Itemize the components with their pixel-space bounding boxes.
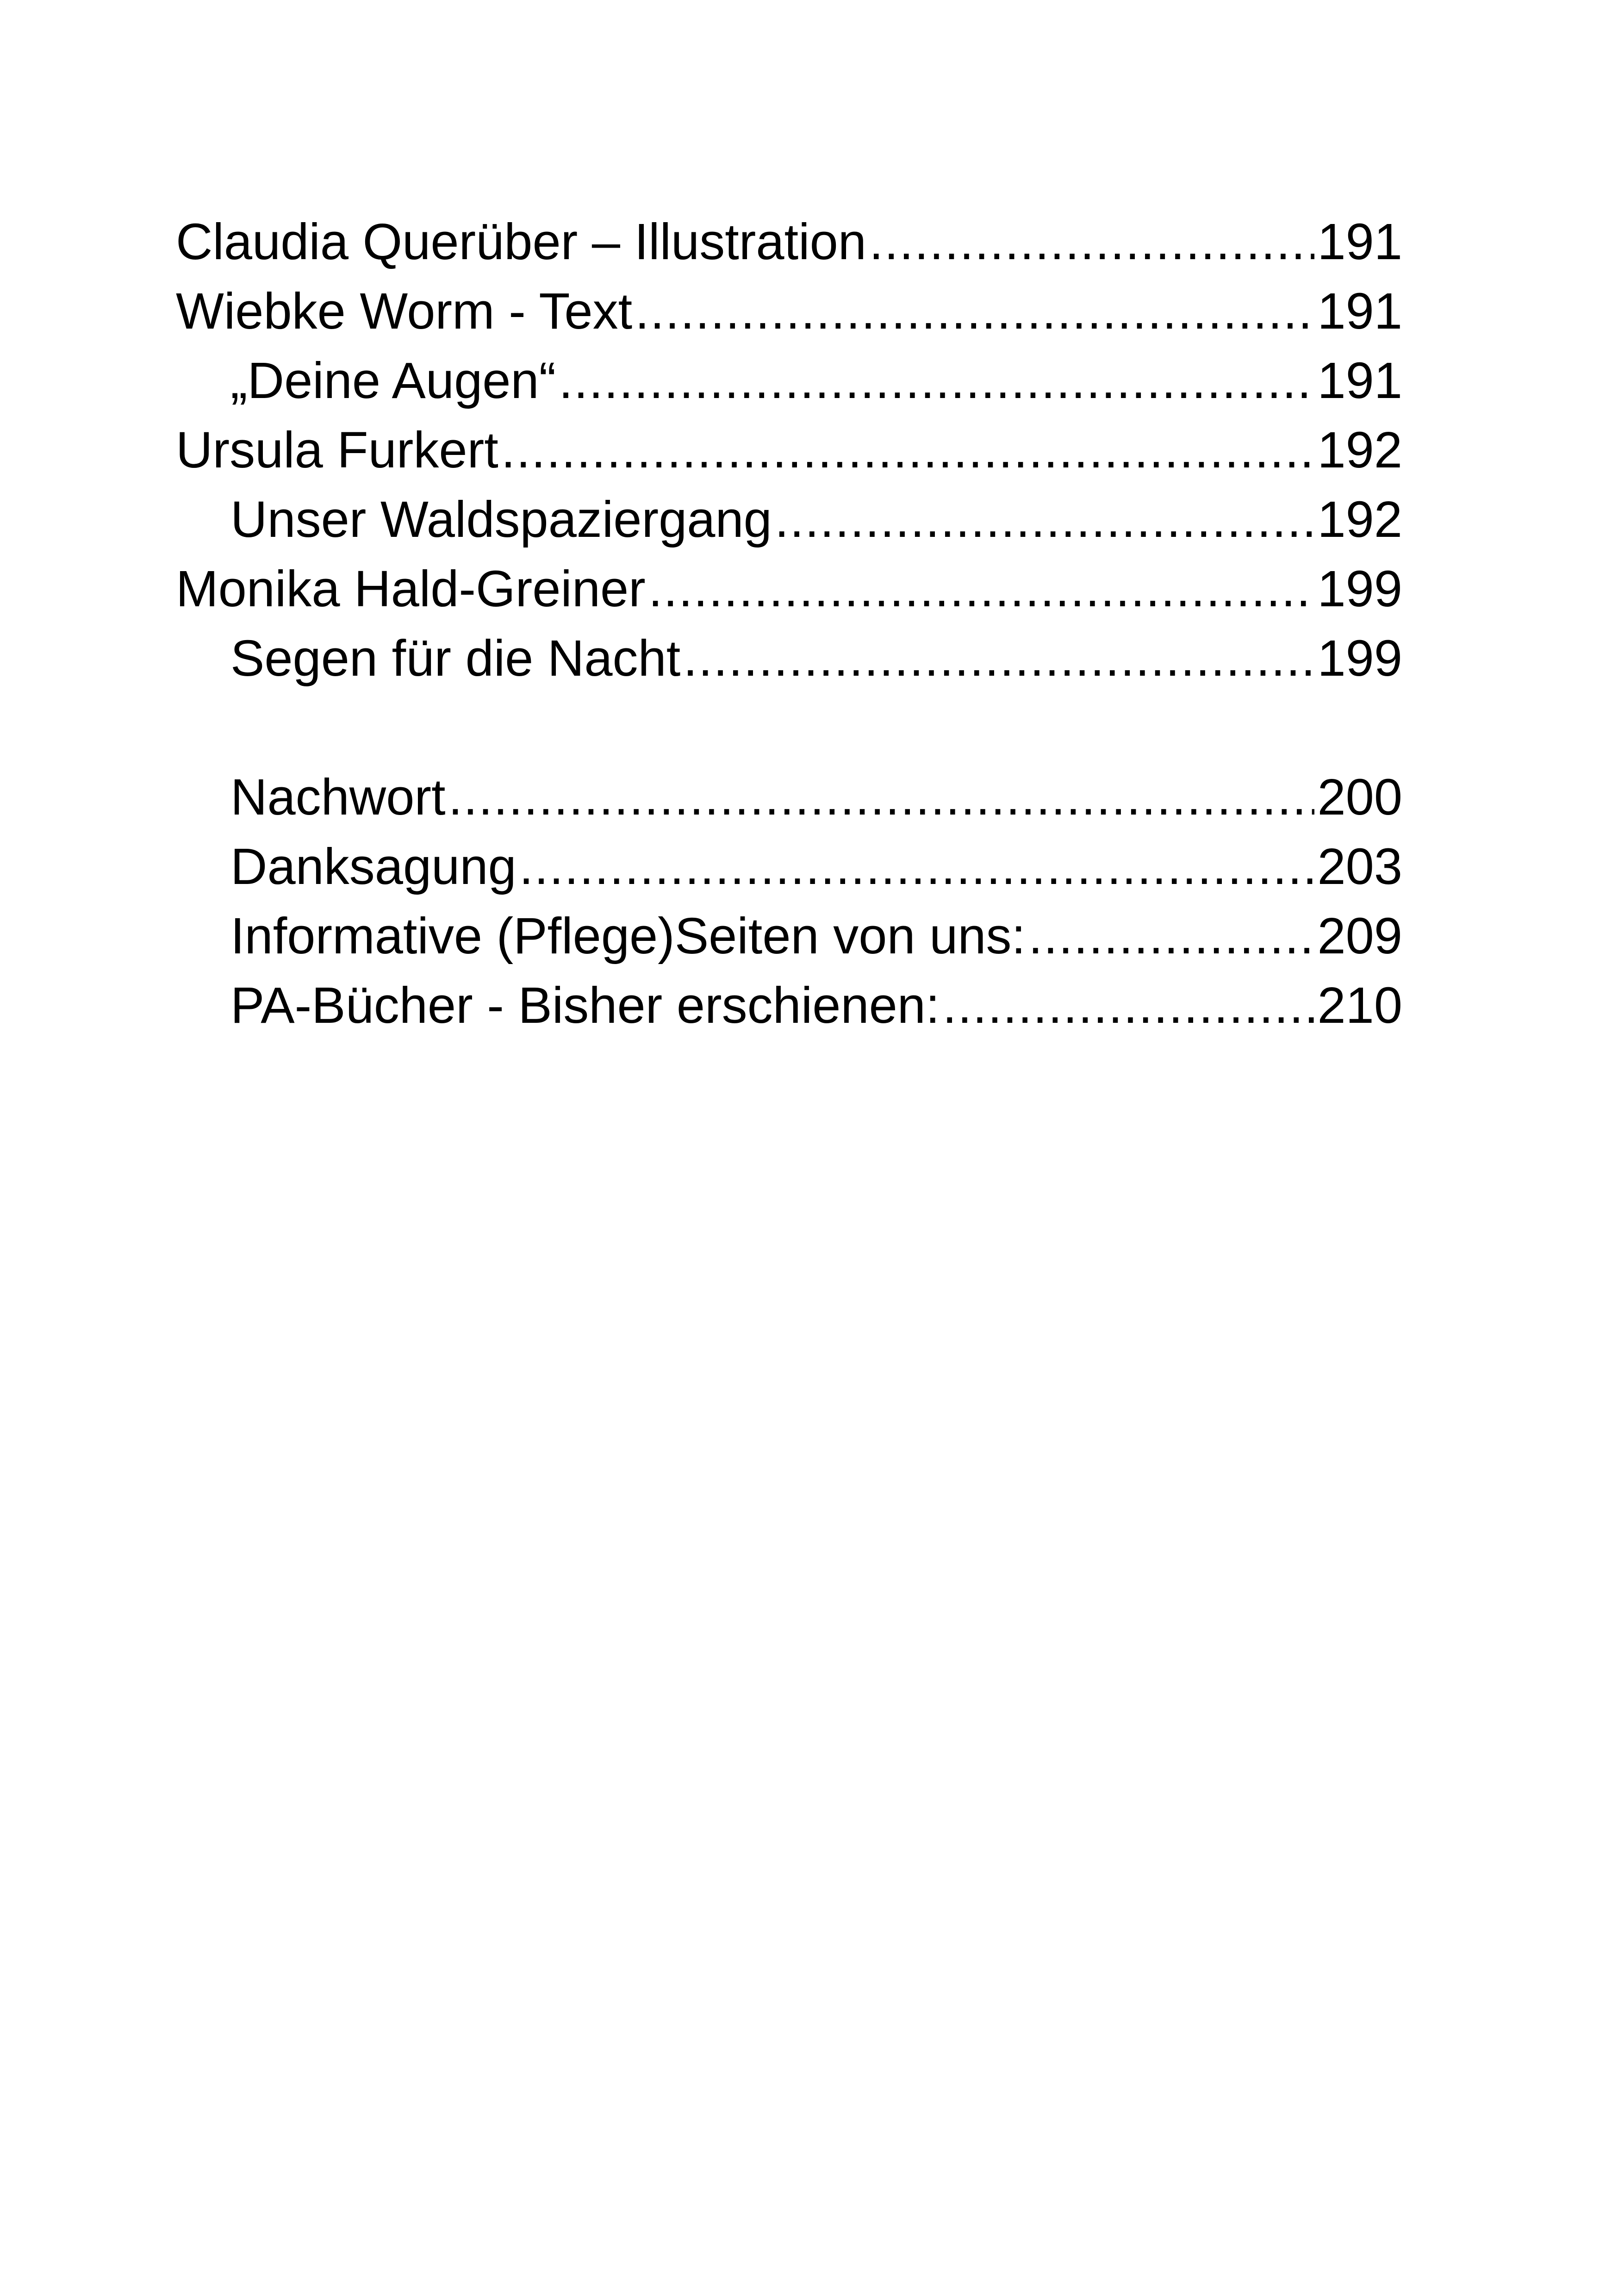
toc-dot-leader xyxy=(648,554,1315,624)
toc-entry[interactable] xyxy=(176,902,1402,971)
toc-entry[interactable] xyxy=(176,971,1402,1040)
toc-entry-title: Segen für die Nacht xyxy=(230,630,681,687)
toc-entry-page: 210 xyxy=(1317,977,1402,1034)
toc-entry-page: 199 xyxy=(1317,560,1402,617)
toc-entry-page: 203 xyxy=(1317,838,1402,895)
toc-dot-leader xyxy=(869,207,1315,277)
toc-dot-leader xyxy=(683,624,1314,693)
toc-entry-title: Ursula Furkert xyxy=(176,422,498,479)
toc-entry[interactable] xyxy=(176,554,1402,624)
toc-entry-title: Unser Waldspaziergang xyxy=(230,491,772,548)
toc-entry[interactable] xyxy=(176,346,1402,416)
toc-dot-leader xyxy=(448,763,1315,832)
toc-entry[interactable] xyxy=(176,277,1402,346)
toc-entry-page: 192 xyxy=(1317,491,1402,548)
toc-dot-leader xyxy=(559,346,1314,416)
toc-entry-title: Danksagung xyxy=(230,838,517,895)
toc-entry-title: Informative (Pflege)Seiten von uns: xyxy=(230,908,1026,964)
toc-dot-leader xyxy=(943,971,1315,1040)
toc-entry-page: 191 xyxy=(1317,213,1402,270)
toc-entry-page: 191 xyxy=(1317,352,1402,409)
toc-entry[interactable] xyxy=(176,624,1402,693)
toc-entry-title: Claudia Querüber – Illustration xyxy=(176,213,866,270)
toc-entry-title: Nachwort xyxy=(230,769,446,826)
toc-entry[interactable] xyxy=(176,207,1402,277)
toc-entry-page: 199 xyxy=(1317,630,1402,687)
toc-entry[interactable] xyxy=(176,485,1402,554)
table-of-contents xyxy=(176,207,1402,1040)
toc-dot-leader xyxy=(775,485,1315,554)
toc-entry-page: 200 xyxy=(1317,769,1402,826)
toc-entry-title: Wiebke Worm - Text xyxy=(176,283,633,340)
toc-dot-leader xyxy=(1028,902,1314,971)
toc-entry-page: 191 xyxy=(1317,283,1402,340)
toc-entry-title: PA-Bücher - Bisher erschienen: xyxy=(230,977,940,1034)
toc-dot-leader xyxy=(501,416,1315,485)
toc-entry[interactable] xyxy=(176,416,1402,485)
toc-entry-page: 192 xyxy=(1317,422,1402,479)
toc-entry-title: „Deine Augen“ xyxy=(230,352,556,409)
toc-entry[interactable] xyxy=(176,763,1402,832)
toc-entry-page: 209 xyxy=(1317,908,1402,964)
toc-dot-leader xyxy=(519,832,1315,902)
toc-entry[interactable] xyxy=(176,832,1402,902)
toc-entry-title: Monika Hald-Greiner xyxy=(176,560,646,617)
toc-dot-leader xyxy=(635,277,1314,346)
